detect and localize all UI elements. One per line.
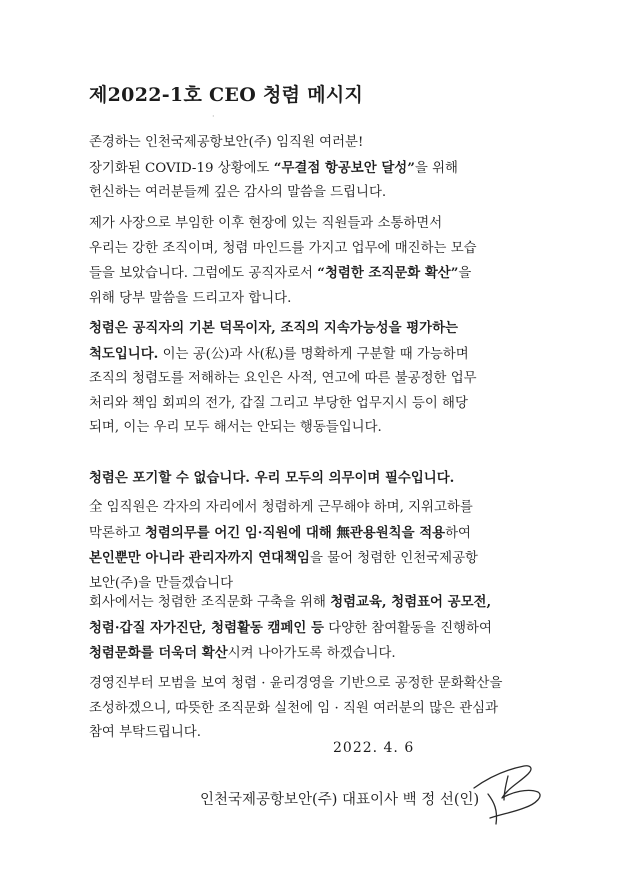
text-line <box>89 237 559 262</box>
bold-text-run: 본인뿐만 아니라 관리자까지 연대책임 <box>89 550 310 566</box>
text-line <box>89 181 559 206</box>
text-run: 위해 당부 말씀을 드리고자 합니다. <box>89 290 292 306</box>
text-line <box>89 131 559 156</box>
bold-text-run: 청렴의무를 어긴 임·직원에 대해 無관용원칙을 적용 <box>145 524 446 541</box>
bold-text-run: 청렴은 포기할 수 없습니다. 우리 모두의 의무이며 필수입니다. <box>89 470 455 486</box>
text-run: 막론하고 <box>89 525 145 541</box>
text-line <box>89 721 559 746</box>
text-run: 을 위해 <box>414 160 458 176</box>
text-run: 조성하겠으니, 따뜻한 조직문화 실천에 임 · 직원 여러분의 많은 관심과 <box>89 700 499 716</box>
text-run: 참여 부탁드립니다. <box>89 725 201 740</box>
text-line <box>89 316 559 342</box>
text-run: 처리와 책임 회피의 전가, 갑질 그리고 부당한 업무지시 등이 해당 <box>89 395 468 411</box>
text-run: 제가 사장으로 부임한 이후 현장에 있는 직원들과 소통하면서 <box>89 216 443 231</box>
text-run: 존경하는 인천국제공항보안(주) 임직원 여러분! <box>89 135 364 150</box>
text-line <box>89 367 559 392</box>
paragraph-closing <box>89 672 559 746</box>
text-run: 헌신하는 여러분들께 깊은 감사의 말씀을 드립니다. <box>89 185 387 200</box>
text-run: 을 물어 청렴한 인천국제공항 <box>309 551 478 566</box>
text-line <box>89 261 559 287</box>
paragraph-activities <box>89 590 559 667</box>
paragraph-zero-tolerance <box>89 496 559 596</box>
paragraph-greeting <box>89 131 559 206</box>
text-line <box>89 641 559 667</box>
scan-speck: · <box>212 112 215 121</box>
text-line <box>89 156 559 182</box>
text-line <box>89 466 559 492</box>
text-run: 하여 <box>445 525 471 541</box>
text-run: 경영진부터 모범을 보여 청렴 · 윤리경영을 기반으로 공정한 문화확산을 <box>89 676 503 691</box>
bold-text-run: “청렴한 조직문화 확산” <box>317 265 459 281</box>
document-date: 2022. 4. 6 <box>333 740 415 756</box>
text-line <box>89 287 559 312</box>
text-run: 다양한 참여활동을 진행하여 <box>323 620 492 636</box>
bold-text-run: 청렴은 공직자의 기본 덕목이자, 조직의 지속가능성을 평가하는 <box>89 320 458 336</box>
text-run: 조직의 청렴도를 저해하는 요인은 사적, 연고에 따른 불공정한 업무 <box>89 371 477 386</box>
text-run: 을 <box>458 266 472 281</box>
bold-text-run: 척도입니다. <box>89 345 159 362</box>
text-run: 이는 공(公)과 사(私)를 명확하게 구분할 때 가능하며 <box>158 346 469 362</box>
paragraph-obligation <box>89 466 559 492</box>
handwritten-signature <box>468 758 548 830</box>
bold-text-run: 청렴·갑질 자가진단, 청렴활동 캠페인 등 <box>89 619 324 636</box>
text-line <box>89 546 559 572</box>
text-line <box>89 590 559 616</box>
text-run: 全 임직원은 각자의 자리에서 청렴하게 근무해야 하며, 지위고하를 <box>89 500 473 515</box>
text-line <box>89 521 559 547</box>
text-line <box>89 672 559 697</box>
text-line <box>89 212 559 237</box>
paragraph-integrity <box>89 316 559 441</box>
text-run: 시켜 나아가도록 하겠습니다. <box>227 646 396 661</box>
text-line <box>89 416 559 441</box>
text-line <box>89 392 559 417</box>
text-run: 회사에서는 청렴한 조직문화 구축을 위해 <box>89 595 331 610</box>
text-run: 보안(주)을 만들겠습니다 <box>89 575 234 591</box>
text-line <box>89 496 559 521</box>
paragraph-introduction <box>89 212 559 311</box>
text-run: 들을 보았습니다. 그럼에도 공직자로서 <box>89 266 318 281</box>
bold-text-run: 청렴교육, 청렴표어 공모전, <box>330 594 492 610</box>
signature-line: 인천국제공항보안(주) 대표이사 백 정 선(인) <box>200 792 480 808</box>
text-run: 되며, 이는 우리 모두 해서는 안되는 행동들입니다. <box>89 420 382 435</box>
document-title: 제2022-1호 CEO 청렴 메시지 <box>89 84 364 106</box>
text-line <box>89 697 559 722</box>
bold-text-run: “무결점 항공보안 달성” <box>273 159 415 176</box>
text-run: 우리는 강한 조직이며, 청렴 마인드를 가지고 업무에 매진하는 모습 <box>89 240 477 256</box>
text-line <box>89 342 559 368</box>
text-line <box>89 616 559 642</box>
bold-text-run: 청렴문화를 더욱더 확산 <box>89 645 228 661</box>
text-run: 장기화된 COVID-19 상황에도 <box>89 160 274 176</box>
